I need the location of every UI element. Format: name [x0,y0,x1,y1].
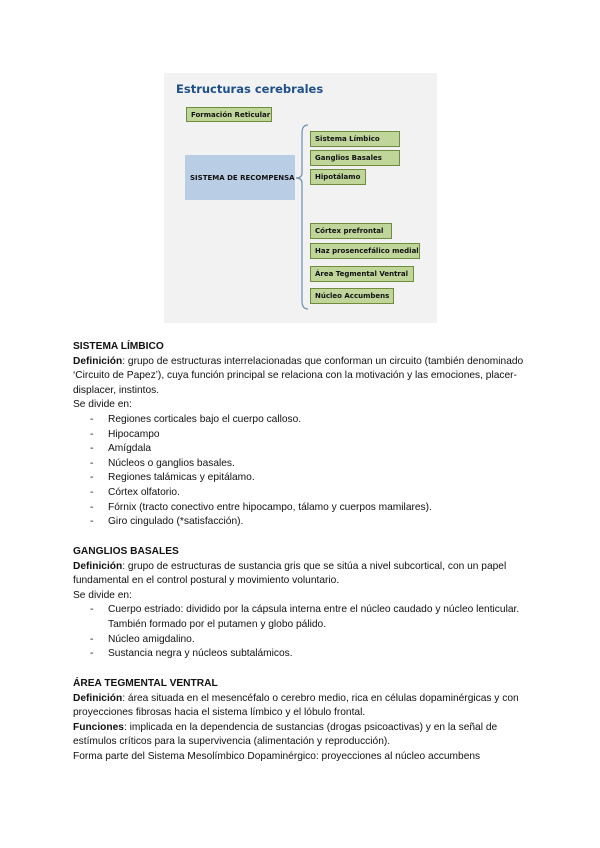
definition-text: : grupo de estructuras de sustancia gris que se sitúa a nivel subcortical, con un papel fundamental en el control postural y movimiento voluntario. [73,560,507,587]
list-item: - Fórnix (tracto conectivo entre hipocampo, tálamo y cuerpos mamilares). [73,501,543,516]
list-item: - Hipocampo [73,428,543,443]
box-ganglios-basales: Ganglios Basales [310,150,400,166]
heading-sistema-limbico: SISTEMA LÍMBICO [73,341,164,352]
box-sistema-recompensa: SISTEMA DE RECOMPENSA [185,155,295,200]
section-sistema-limbico [73,340,543,530]
diagram-title: Estructuras cerebrales [176,82,324,96]
list-item: - Regiones talámicas y epitálamo. [73,471,543,486]
list-item: - Giro cingulado (*satisfacción). [73,515,543,530]
box-haz-prosencefalico: Haz prosencefálico medial [310,243,420,259]
definition-label: Definición [73,560,123,572]
definition-label: Definición [73,355,123,367]
list-item: - Amígdala [73,442,543,457]
list-item: - Córtex olfatorio. [73,486,543,501]
box-cortex-prefrontal: Córtex prefrontal [310,223,392,239]
functions-text: : implicada en la dependencia de sustancias (drogas psicoactivas) y en la señal de estímulos críticos para la supervivencia (alimentación y reproducción). [73,721,498,748]
section-ganglios-basales [73,545,543,662]
list-item: - Núcleo amigdalino. [73,633,543,648]
list-item: - Regiones corticales bajo el cuerpo calloso. [73,413,543,428]
box-formacion-reticular: Formación Reticular [186,107,272,122]
list-item: - Cuerpo estriado: dividido por la cápsula interna entre el núcleo caudado y núcleo lenticular. También formado por el putamen y globo pálido. [73,603,543,632]
functions-paragraph [73,721,543,750]
box-area-tegmental: Área Tegmental Ventral [310,266,414,282]
heading-area-tegmental: ÁREA TEGMENTAL VENTRAL [73,678,218,689]
definition-text: : área situada en el mesencéfalo o cerebro medio, rica en células dopaminérgicas y con proyecciones fibrosas hacia el sistema límbico y el lóbulo frontal. [73,692,519,719]
box-nucleo-accumbens: Núcleo Accumbens [310,288,394,304]
list-item: - Sustancia negra y núcleos subtalámicos. [73,647,543,662]
heading-ganglios-basales: GANGLIOS BASALES [73,546,179,557]
last-line: Forma parte del Sistema Mesolímbico Dopaminérgico: proyecciones al núcleo accumbens [73,750,481,762]
divides-label: Se divide en: [73,399,132,411]
box-hipotalamo: Hipotálamo [310,169,366,185]
definition-paragraph [73,560,543,589]
brain-structures-diagram [164,73,437,323]
list-item: - Núcleos o ganglios basales. [73,457,543,472]
definition-label: Definición [73,692,123,704]
divides-label: Se divide en: [73,589,132,601]
definition-text: : grupo de estructuras interrelacionadas que conforman un circuito (también denominado ‘Circuito de Papez’), cuya función principal se relaciona con la motivación y las emociones, placer-displacer, instintos. [73,355,524,396]
list-ganglios [73,603,543,661]
definition-paragraph [73,355,543,399]
functions-label: Funciones [73,721,124,733]
box-sistema-limbico: Sistema Límbico [310,131,400,147]
definition-paragraph [73,692,543,721]
section-area-tegmental [73,677,543,765]
list-limbico [73,413,543,530]
